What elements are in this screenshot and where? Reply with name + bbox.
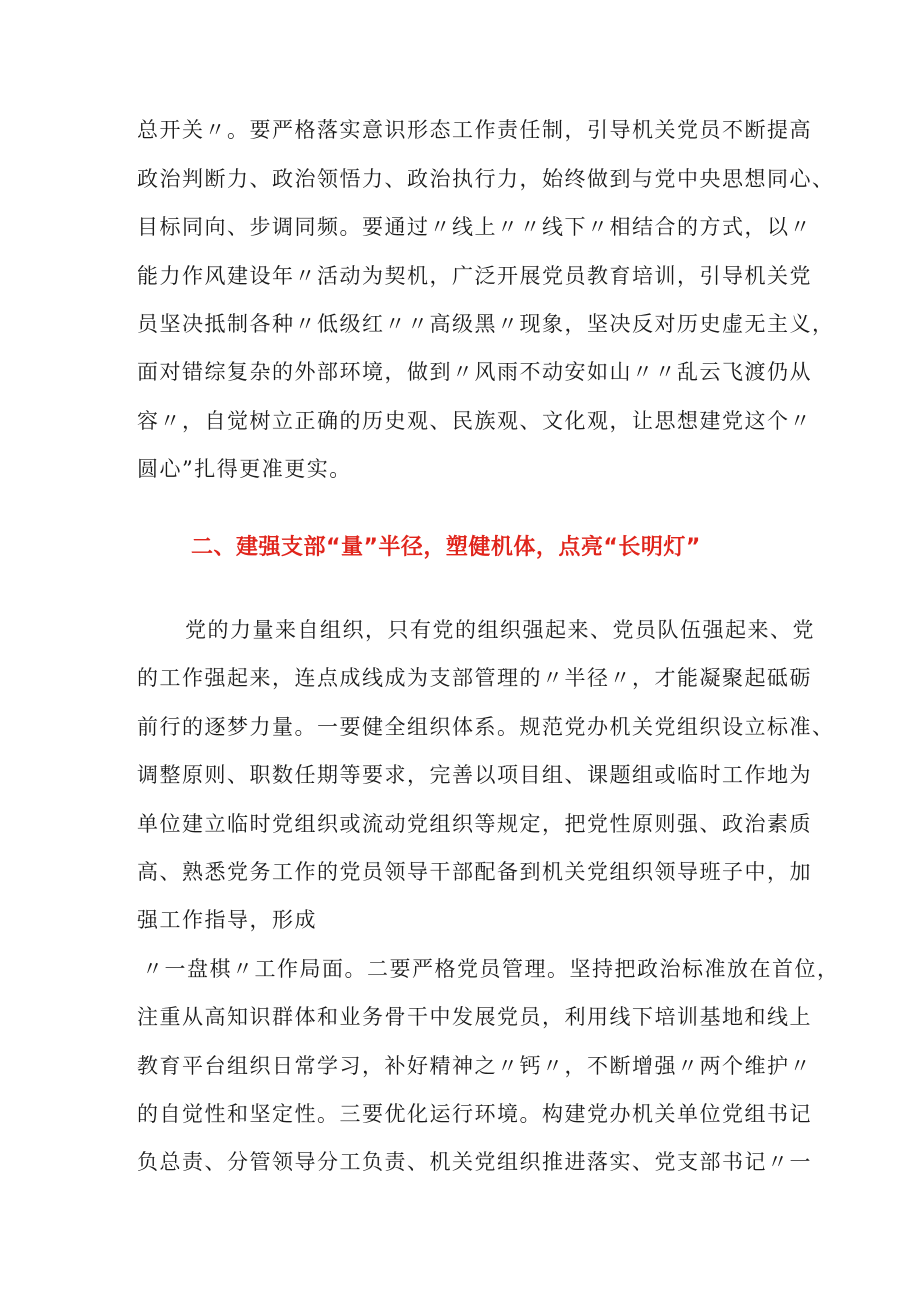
text-line: 高、熟悉党务工作的党员领导干部配备到机关党组织领导班子中，加 <box>137 860 812 884</box>
text-line: 前行的逐梦力量。一要健全组织体系。规范党办机关党组织设立标准、 <box>137 715 835 739</box>
text-line: 容〃，自觉树立正确的历史观、民族观、文化观，让思想建党这个〃 <box>137 409 812 433</box>
text-line: 教育平台组织日常学习，补好精神之〃钙〃，不断增强〃两个维护〃 <box>137 1054 812 1078</box>
text-line: 负总责、分管领导分工负责、机关党组织推进落实、党支部书记〃一 <box>137 1150 812 1174</box>
text-line: 能力作风建设年〃活动为契机，广泛开展党员教育培训，引导机关党 <box>137 264 812 288</box>
text-line: 的工作强起来，连点成线成为支部管理的〃半径〃，才能凝聚起砥砺 <box>137 666 812 690</box>
section-heading: 二、建强支部“量”半径，塑健机体，点亮“长明灯” <box>191 535 701 560</box>
text-line: 目标同向、步调同频。要通过〃线上〃〃线下〃相结合的方式，以〃 <box>137 215 812 239</box>
text-line: 调整原则、职数任期等要求，完善以项目组、课题组或临时工作地为 <box>137 763 812 787</box>
text-line: 政治判断力、政治领悟力、政治执行力，始终做到与党中央思想同心、 <box>137 167 835 191</box>
text-line: 强工作指导，形成 <box>137 908 317 932</box>
text-line: 员坚决抵制各种〃低级红〃〃高级黑〃现象，坚决反对历史虚无主义， <box>137 312 835 336</box>
text-line: 圆心”扎得更准更实。 <box>137 457 352 481</box>
text-line: 总开关〃。要严格落实意识形态工作责任制，引导机关党员不断提高 <box>137 118 812 142</box>
text-line: 注重从高知识群体和业务骨干中发展党员，利用线下培训基地和线上 <box>137 1005 812 1029</box>
text-line: 面对错综复杂的外部环境，做到〃风雨不动安如山〃〃乱云飞渡仍从 <box>137 360 812 384</box>
text-line: 单位建立临时党组织或流动党组织等规定，把党性原则强、政治素质 <box>137 812 812 836</box>
text-line: 〃一盘棋〃工作局面。二要严格党员管理。坚持把政治标准放在首位， <box>142 957 840 981</box>
text-line: 党的力量来自组织，只有党的组织强起来、党员队伍强起来、党 <box>185 618 815 642</box>
text-line: 的自觉性和坚定性。三要优化运行环境。构建党办机关单位党组书记 <box>137 1102 812 1126</box>
